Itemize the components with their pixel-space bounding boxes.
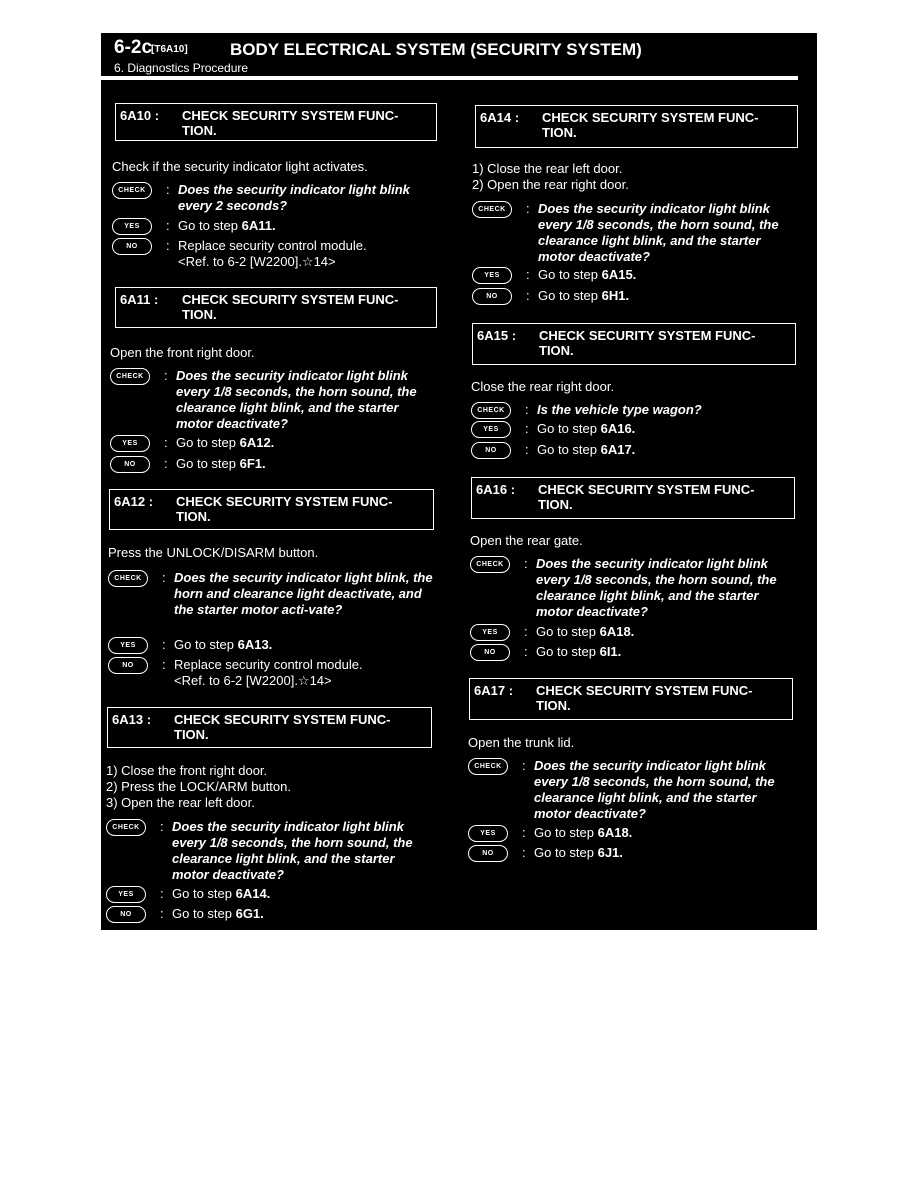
answer-step: 6F1. bbox=[239, 456, 266, 471]
yes-answer bbox=[176, 435, 274, 451]
step-6A11-check bbox=[110, 368, 436, 431]
no-icon: NO bbox=[472, 288, 512, 305]
yes-answer bbox=[172, 886, 270, 902]
no-answer bbox=[536, 644, 621, 660]
separator: : bbox=[522, 845, 526, 860]
answer-step: 6A18. bbox=[597, 825, 633, 840]
no-answer bbox=[172, 906, 264, 922]
step-6A11-header bbox=[115, 287, 437, 328]
step-6A10-check bbox=[112, 182, 438, 213]
section-code: [T6A10] bbox=[151, 44, 188, 55]
step-6A17-yes bbox=[468, 825, 798, 843]
check-icon: CHECK bbox=[110, 368, 150, 385]
answer-prefix: Go to step bbox=[534, 845, 598, 860]
yes-answer bbox=[178, 218, 276, 234]
step-6A17-check bbox=[468, 758, 798, 821]
yes-icon: YES bbox=[472, 267, 512, 284]
step-6A12-header bbox=[109, 489, 434, 530]
yes-icon: YES bbox=[468, 825, 508, 842]
separator: : bbox=[160, 819, 164, 834]
separator: : bbox=[162, 570, 166, 585]
no-answer bbox=[538, 288, 629, 304]
step-6A10-instruction: Check if the security indicator light activates. bbox=[112, 159, 368, 174]
check-icon: CHECK bbox=[471, 402, 511, 419]
answer-prefix: Go to step bbox=[538, 267, 602, 282]
no-answer bbox=[537, 442, 635, 458]
step-6A11-no bbox=[110, 456, 436, 474]
step-6A13-instruction-2: 2) Press the LOCK/ARM button. bbox=[106, 779, 291, 794]
step-id: 6A14 : bbox=[480, 110, 520, 125]
step-6A13-instruction-1: 1) Close the front right door. bbox=[106, 763, 268, 778]
step-6A17-header bbox=[469, 678, 793, 720]
step-id: 6A10 : bbox=[120, 108, 160, 123]
answer-prefix: Go to step bbox=[176, 435, 240, 450]
step-title: CHECK SECURITY SYSTEM FUNC-TION. bbox=[174, 712, 391, 742]
separator: : bbox=[164, 368, 168, 383]
step-6A10-no bbox=[112, 238, 438, 269]
answer-step: 6A14. bbox=[235, 886, 271, 901]
check-question: Does the security indicator light blink every 1/8 seconds, the horn sound, the clearance light blink, and the starter motor deactivate? bbox=[534, 758, 775, 821]
step-title: CHECK SECURITY SYSTEM FUNC-TION. bbox=[176, 494, 393, 524]
step-6A16-header bbox=[471, 477, 795, 519]
no-reference: <Ref. to 6-2 [W2200].☆14> bbox=[174, 673, 332, 688]
check-question: Does the security indicator light blink every 1/8 seconds, the horn sound, the clearance light blink, and the starter motor deactivate? bbox=[172, 819, 413, 882]
answer-prefix: Go to step bbox=[538, 288, 602, 303]
separator: : bbox=[526, 267, 530, 282]
check-question: Does the security indicator light blink every 1/8 seconds, the horn sound, the clearance light blink, and the starter motor deactivate? bbox=[176, 368, 417, 431]
answer-prefix: Go to step bbox=[174, 637, 238, 652]
answer-step: 6I1. bbox=[599, 644, 622, 659]
separator: : bbox=[160, 886, 164, 901]
step-6A15-header bbox=[472, 323, 796, 365]
separator: : bbox=[525, 421, 529, 436]
answer-prefix: Go to step bbox=[178, 218, 242, 233]
check-question: Does the security indicator light blink every 2 seconds? bbox=[178, 182, 410, 213]
check-icon: CHECK bbox=[468, 758, 508, 775]
answer-step: 6A17. bbox=[600, 442, 636, 457]
separator: : bbox=[162, 657, 166, 672]
separator: : bbox=[166, 182, 170, 197]
step-title: CHECK SECURITY SYSTEM FUNC-TION. bbox=[182, 292, 399, 322]
step-6A13-yes bbox=[106, 886, 436, 904]
answer-prefix: Go to step bbox=[176, 456, 240, 471]
step-title: CHECK SECURITY SYSTEM FUNC-TION. bbox=[538, 482, 755, 512]
step-6A11-yes bbox=[110, 435, 436, 453]
check-question: Does the security indicator light blink, the horn and clearance light deactivate, and the starter motor acti-vate? bbox=[174, 570, 433, 617]
step-id: 6A11 : bbox=[120, 292, 159, 307]
yes-answer bbox=[537, 421, 635, 437]
check-icon: CHECK bbox=[106, 819, 146, 836]
answer-prefix: Go to step bbox=[537, 421, 601, 436]
yes-icon: YES bbox=[108, 637, 148, 654]
separator: : bbox=[526, 201, 530, 216]
manual-page bbox=[101, 33, 817, 930]
step-title: CHECK SECURITY SYSTEM FUNC-TION. bbox=[536, 683, 753, 713]
no-answer: Replace security control module. bbox=[174, 657, 363, 672]
answer-prefix: Go to step bbox=[536, 644, 600, 659]
answer-prefix: Go to step bbox=[172, 906, 236, 921]
step-id: 6A12 : bbox=[114, 494, 154, 509]
step-6A13-instruction-3: 3) Open the rear left door. bbox=[106, 795, 255, 810]
answer-step: 6G1. bbox=[235, 906, 264, 921]
step-6A14-header bbox=[475, 105, 798, 148]
step-6A16-check bbox=[470, 556, 800, 619]
step-6A14-check bbox=[472, 201, 802, 264]
page-title: BODY ELECTRICAL SYSTEM (SECURITY SYSTEM) bbox=[230, 40, 642, 59]
page-subtitle: 6. Diagnostics Procedure bbox=[114, 61, 249, 75]
left-column bbox=[108, 33, 438, 930]
separator: : bbox=[524, 644, 528, 659]
answer-prefix: Go to step bbox=[537, 442, 601, 457]
right-column bbox=[468, 33, 808, 930]
step-6A15-no bbox=[471, 442, 801, 460]
step-6A10-header bbox=[115, 103, 437, 141]
no-icon: NO bbox=[470, 644, 510, 661]
step-6A16-yes bbox=[470, 624, 800, 642]
step-6A16-instruction: Open the rear gate. bbox=[470, 533, 583, 548]
step-title: CHECK SECURITY SYSTEM FUNC-TION. bbox=[539, 328, 756, 358]
separator: : bbox=[162, 637, 166, 652]
step-6A13-check bbox=[106, 819, 436, 882]
separator: : bbox=[524, 624, 528, 639]
check-icon: CHECK bbox=[470, 556, 510, 573]
answer-step: 6J1. bbox=[597, 845, 623, 860]
separator: : bbox=[526, 288, 530, 303]
step-6A12-yes bbox=[108, 637, 436, 655]
no-icon: NO bbox=[468, 845, 508, 862]
step-6A17-instruction: Open the trunk lid. bbox=[468, 735, 575, 750]
step-6A15-yes bbox=[471, 421, 801, 439]
answer-step: 6A12. bbox=[239, 435, 275, 450]
answer-step: 6A13. bbox=[237, 637, 273, 652]
answer-step: 6A15. bbox=[601, 267, 637, 282]
separator: : bbox=[522, 758, 526, 773]
answer-prefix: Go to step bbox=[172, 886, 236, 901]
step-6A11-instruction: Open the front right door. bbox=[110, 345, 255, 360]
step-id: 6A16 : bbox=[476, 482, 516, 497]
step-6A15-instruction: Close the rear right door. bbox=[471, 379, 615, 394]
step-id: 6A13 : bbox=[112, 712, 152, 727]
separator: : bbox=[164, 435, 168, 450]
no-answer: Replace security control module. bbox=[178, 238, 367, 253]
yes-icon: YES bbox=[106, 886, 146, 903]
step-6A16-no bbox=[470, 644, 800, 662]
check-question: Is the vehicle type wagon? bbox=[537, 402, 702, 417]
check-question: Does the security indicator light blink every 1/8 seconds, the horn sound, the clearance light blink, and the starter motor deactivate? bbox=[538, 201, 779, 264]
check-icon: CHECK bbox=[472, 201, 512, 218]
answer-prefix: Go to step bbox=[534, 825, 598, 840]
separator: : bbox=[524, 556, 528, 571]
section-number: 6-2c bbox=[114, 37, 153, 58]
step-6A10-yes bbox=[112, 218, 438, 236]
separator: : bbox=[160, 906, 164, 921]
separator: : bbox=[166, 238, 170, 253]
step-title: CHECK SECURITY SYSTEM FUNC-TION. bbox=[182, 108, 399, 138]
answer-step: 6A11. bbox=[241, 218, 276, 233]
no-answer bbox=[176, 456, 266, 472]
answer-step: 6H1. bbox=[601, 288, 630, 303]
separator: : bbox=[525, 442, 529, 457]
step-6A13-no bbox=[106, 906, 436, 924]
no-answer bbox=[534, 845, 623, 861]
step-6A13-header bbox=[107, 707, 432, 748]
no-icon: NO bbox=[110, 456, 150, 473]
separator: : bbox=[166, 218, 170, 233]
step-id: 6A15 : bbox=[477, 328, 517, 343]
yes-answer bbox=[536, 624, 634, 640]
yes-icon: YES bbox=[112, 218, 152, 235]
step-6A14-instruction-2: 2) Open the rear right door. bbox=[472, 177, 629, 192]
step-6A14-yes bbox=[472, 267, 802, 285]
separator: : bbox=[525, 402, 529, 417]
answer-step: 6A18. bbox=[599, 624, 635, 639]
answer-step: 6A16. bbox=[600, 421, 636, 436]
step-6A17-no bbox=[468, 845, 798, 863]
no-icon: NO bbox=[471, 442, 511, 459]
yes-icon: YES bbox=[471, 421, 511, 438]
yes-icon: YES bbox=[110, 435, 150, 452]
check-icon: CHECK bbox=[108, 570, 148, 587]
step-id: 6A17 : bbox=[474, 683, 514, 698]
yes-answer bbox=[538, 267, 636, 283]
step-6A14-instruction-1: 1) Close the rear left door. bbox=[472, 161, 623, 176]
no-icon: NO bbox=[106, 906, 146, 923]
step-6A15-check bbox=[471, 402, 801, 420]
step-6A12-instruction: Press the UNLOCK/DISARM button. bbox=[108, 545, 319, 560]
yes-answer bbox=[534, 825, 632, 841]
no-icon: NO bbox=[108, 657, 148, 674]
check-icon: CHECK bbox=[112, 182, 152, 199]
yes-answer bbox=[174, 637, 272, 653]
no-icon: NO bbox=[112, 238, 152, 255]
separator: : bbox=[522, 825, 526, 840]
step-6A12-no bbox=[108, 657, 436, 688]
yes-icon: YES bbox=[470, 624, 510, 641]
step-title: CHECK SECURITY SYSTEM FUNC-TION. bbox=[542, 110, 759, 140]
answer-prefix: Go to step bbox=[536, 624, 600, 639]
check-question: Does the security indicator light blink every 1/8 seconds, the horn sound, the clearance light blink, and the starter motor deactivate? bbox=[536, 556, 777, 619]
no-reference: <Ref. to 6-2 [W2200].☆14> bbox=[178, 254, 336, 269]
separator: : bbox=[164, 456, 168, 471]
step-6A14-no bbox=[472, 288, 802, 306]
step-6A12-check bbox=[108, 570, 436, 617]
